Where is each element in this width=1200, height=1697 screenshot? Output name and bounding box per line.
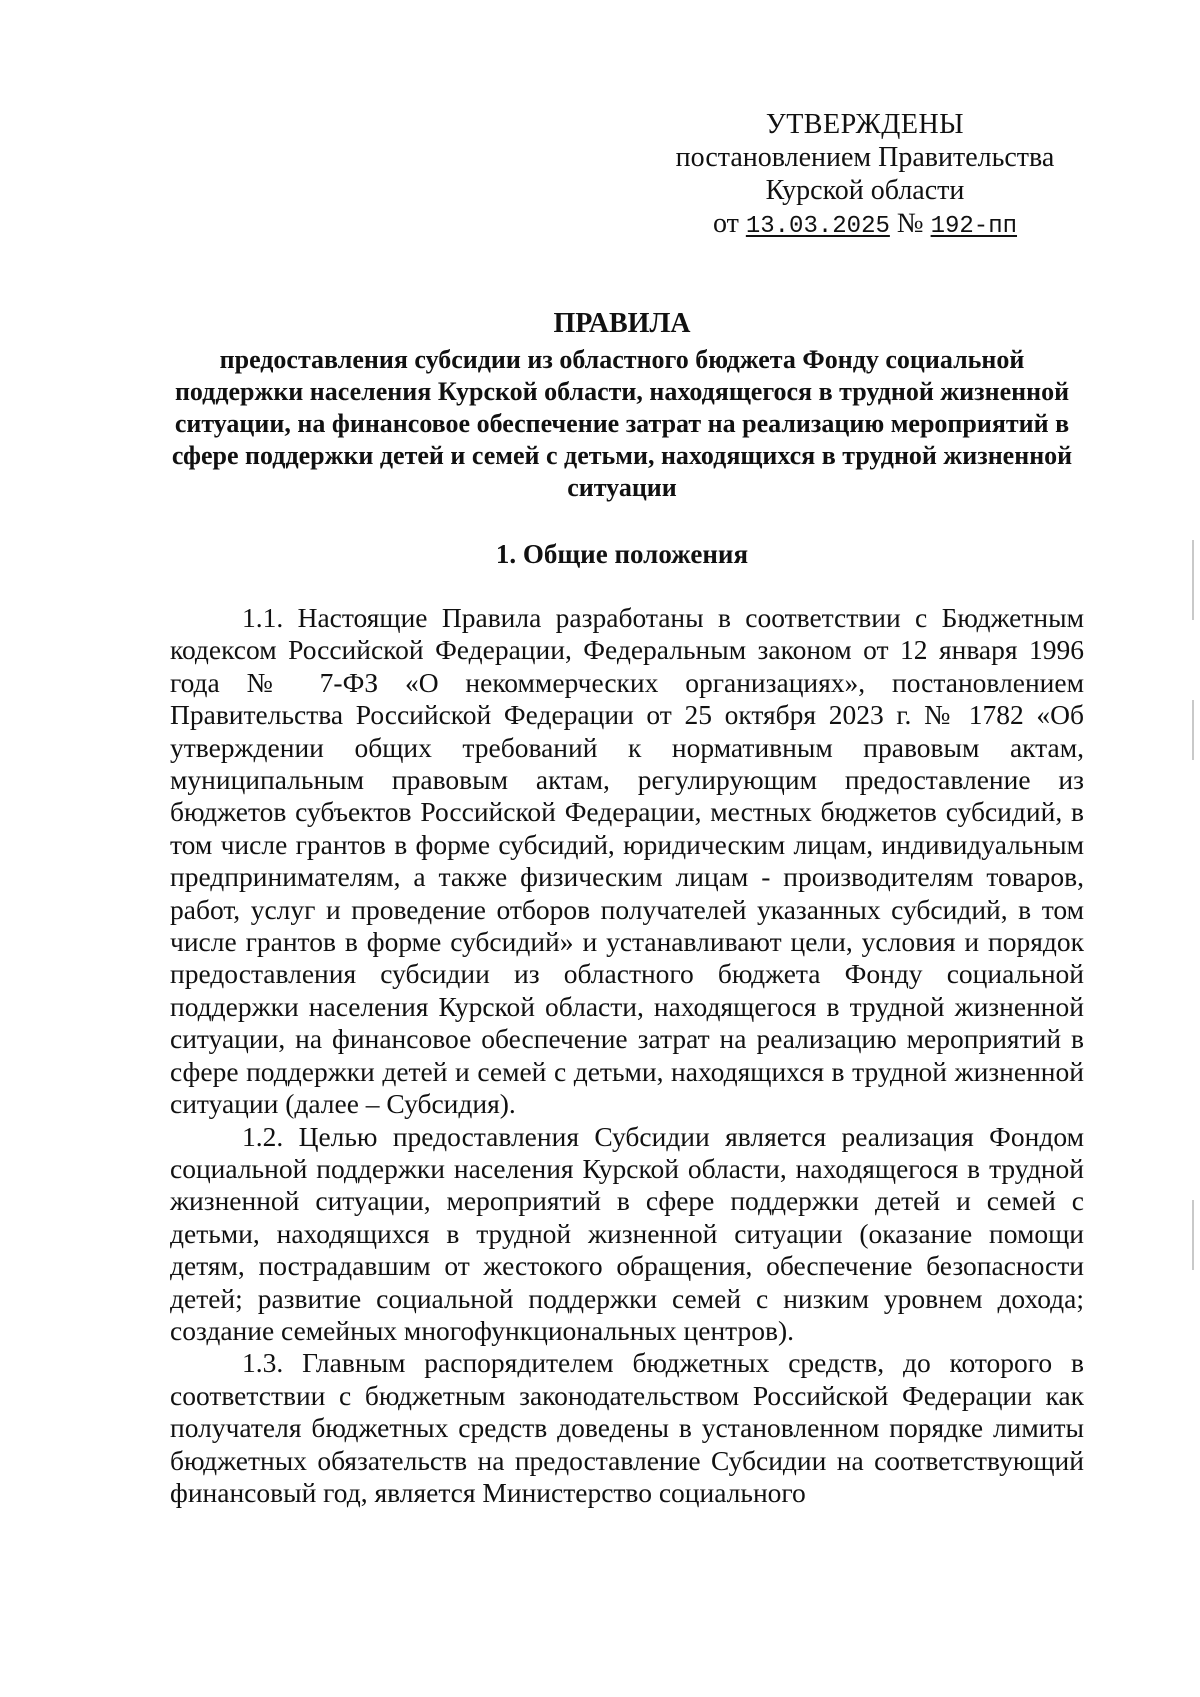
approval-stamp-block bbox=[650, 108, 1080, 243]
paragraph-1-1: 1.1. Настоящие Правила разработаны в соответствии с Бюджетным кодексом Российской Федерации, Федеральным законом от 12 января 1996 года № 7-ФЗ «О некоммерческих организациях», постановлением Правительства Российской Федерации от 25 октября 2023 г. № 1782 «Об утверждении общих требований к нормативным правовым актам, муниципальным правовым актам, регулирующим предоставление из бюджетов субъектов Российской Федерации, местных бюджетов субсидий, в том числе грантов в форме субсидий, юридическим лицам, индивидуальным предпринимателям, а также физическим лицам - производителям товаров, работ, услуг и проведение отборов получателей указанных субсидий, в том числе грантов в форме субсидий» и устанавливают цели, условия и порядок предоставления субсидии из областного бюджета Фонду социальной поддержки населения Курской области, находящегося в трудной жизненной ситуации, на финансовое обеспечение затрат на реализацию мероприятий в сфере поддержки детей и семей с детьми, находящихся в трудной жизненной ситуации (далее – Субсидия). bbox=[170, 602, 1084, 1120]
scan-edge-mark bbox=[1192, 1200, 1194, 1270]
approval-date: 13.03.2025 bbox=[745, 213, 890, 240]
date-prefix: от bbox=[712, 208, 739, 239]
scan-edge-mark bbox=[1192, 540, 1194, 620]
scan-edge-mark bbox=[1192, 700, 1194, 760]
approval-by-line: постановлением Правительства bbox=[675, 142, 1055, 173]
approval-region: Курской области bbox=[765, 175, 965, 206]
approval-heading: УТВЕРЖДЕНЫ bbox=[765, 109, 965, 140]
paragraph-1-2: 1.2. Целью предоставления Субсидии является реализация Фондом социальной поддержки населения Курской области, находящегося в трудной жизненной ситуации, мероприятий в сфере поддержки детей и семей с детьми, находящихся в трудной жизненной ситуации (оказание помощи детям, пострадавшим от жестокого обращения, обеспечение безопасности детей; развитие социальной поддержки семей с низким уровнем дохода; создание семейных многофункциональных центров). bbox=[170, 1120, 1084, 1346]
number-prefix: № bbox=[896, 208, 924, 239]
document-body bbox=[170, 602, 1084, 1509]
document-subtitle: предоставления субсидии из областного бюджета Фонду социальной поддержки населения Курской области, находящегося в трудной жизненной ситуации, на финансовое обеспечение затрат на реализацию мероприятий в сфере поддержки детей и семей с детьми, находящихся в трудной жизненной ситуации bbox=[171, 345, 1073, 502]
document-title: ПРАВИЛА bbox=[553, 308, 691, 339]
section-heading: 1. Общие положения bbox=[495, 539, 749, 569]
paragraph-1-3: 1.3. Главным распорядителем бюджетных средств, до которого в соответствии с бюджетным законодательством Российской Федерации как получателя бюджетных средств доведены в установленном порядке лимиты бюджетных обязательств на предоставление Субсидии на соответствующий финансовый год, является Министерство социального bbox=[170, 1347, 1084, 1508]
document-title-block bbox=[160, 308, 1084, 504]
approval-date-number-line bbox=[650, 207, 1080, 243]
approval-number: 192-пп bbox=[930, 213, 1018, 240]
